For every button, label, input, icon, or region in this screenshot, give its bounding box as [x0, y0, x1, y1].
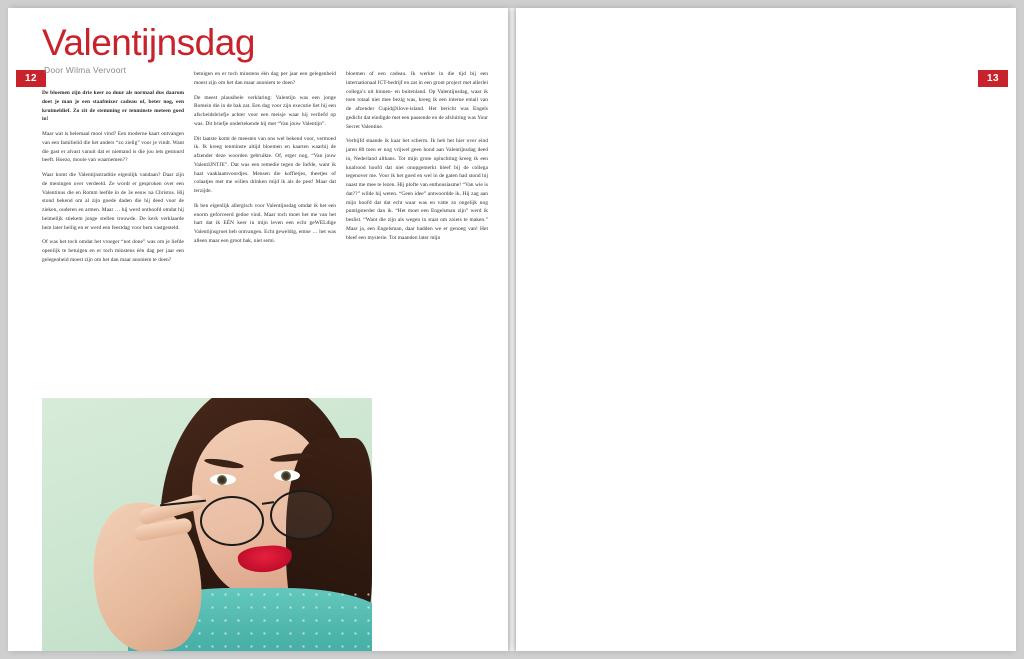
iris — [281, 471, 291, 481]
paragraph: Of was het toch omdat het vroeger “not done” was om je liefde openlijk te betuigen en er toch minstens één dag per jaar een gelegenheid moest zijn om het dan maar anoniem te doen? — [42, 239, 184, 263]
page-title: Valentijnsdag — [42, 22, 255, 63]
paragraph: Ik ben eigenlijk allergisch voor Valentijnsdag omdat ik het een enorm geforceerd gedoe vind. Maar toch moet het me van het hart dat ik EÉN keer in mijn leven een echt geWELdige Valentijnsgroet heb ontvangen. Echt geweldig, emne … het was alleen maar een groot bak, niet semi. — [194, 202, 336, 244]
paragraph: Verbijfd staande ik kaar het scherm. Ik heb het hier over eind jaren 80 toen er nog vrijwel geen hond aan Valentijnsdag deed in, Nederland althans. Tot mijn grote opluchting kreeg ik een knalrood hoofd dat niet onopgemerkt bleef bij de collega tegenover me. Voor ik het goed en wel in de gaten had stond hij naast me mee te lezen. Hij plofte van enthousiasme! “Van wie is dat??” wilde hij weten. “Geen idee” antwoordde ik. Hij zag aan mijn hoofd dat dat echt waar was en vatte zo ongelijk nog puntigsterder dan ik. “Het moet een Engelsman zijn” werd ik beslist. “Want die zijn als wegen in staat om zoiets te maken.” Maar ja, een Engelsman, daar hadden we er genoeg van! Het bleef een mysterie. Tot maanden later mijn — [346, 138, 488, 241]
body-column-1 — [42, 89, 184, 271]
page-number-badge-left: 12 — [16, 70, 46, 87]
paragraph: Dit laatste komt de meesten van ons wel bekend voor, vermoed ik. Ik kreeg tenminste altijd bloemen en kaarten waarbij de afzender deze woorden gebruikte. Of, erger nog, “Van jouw ValentIJNTJE”. Dat was een remedie tegen de liefde, want ik haat vaaklaamvoordjes. Mensen die koffietjes, theetjes of colaatjes met me willen drinken mijd ik als de pest! Maar dat terzijde. — [194, 135, 336, 194]
eye-left — [210, 474, 236, 485]
iris — [217, 475, 227, 485]
paragraph: De meest plausibele verklaring: Valentijn was een jonge Romein die in de bak zat. Een dag voor zijn executie liet hij een afscheidsbriefje achter voor een meisje waar hij verliefd op was. Dit briefje ondertekende hij met “Van jouw Valentijn”. — [194, 94, 336, 127]
paragraph: Waar komt die Valentijnstraditie eigenlijk vandaan? Daar zijn de meningen over verdeeld. Ze wordt er gesproken over een Valentinus die en Romm leefde in de 3e eeuw na Christus. Hij stond bekend om al zijn goede daden die hij deed voor de zieken, ouderen en armen. Maar … hij werd onthoofd omdat hij heimelijk stiekem jonge stellen trouwde. De kerk verklaarde hem later heilig en er werd een feestdag voor hem vastgesteld. — [42, 172, 184, 231]
eyeglass-lens-right — [270, 490, 334, 540]
eyeglass-lens-left — [200, 496, 264, 546]
left-page — [8, 8, 508, 651]
lead-paragraph: De bloemen zijn drie keer zo duur als normaal dus daarom doet je man je een staafmixer cadeau of, beter nog, een kruimeldief. Zo zit de stemming er tenminste meteen goed in! — [42, 90, 184, 123]
article-byline: Door Wilma Vervoort — [44, 65, 127, 75]
paragraph: betuigen en er toch minstens één dag per jaar een gelegenheid moest zijn om het dan maar anoniem te doen? — [194, 71, 336, 86]
right-page — [516, 8, 1016, 651]
body-column-2 — [194, 70, 336, 252]
paragraph: Maar wat is belemaal mooi vind? Een moderne kaart ontvangen van een familielid die het anders “zo zielig” voor je vindt. Want die gast er alvast vanuit dat er niemand is die jou iets gestuurd heeft. Hoezo, mooie van waarnemen?? — [42, 131, 184, 164]
skeptical-woman-glasses-photo — [42, 398, 372, 651]
body-column-3 — [346, 70, 488, 248]
paragraph: bloemen of een cadeau. Ik werkte in die tijd bij een internationaal ICT-bedrijf en zat in een groot project met allerlei collega’s uit binnen- en buitenland. Op Valentijnsdag, waar ik toen totaal niet mee bezig was, kreeg ik een interne email van de afzender Cupid@ilove-island. Het bericht was Engels gedicht dat eindigde met een passende en de afsluiting was Your Secret Valentine. — [346, 71, 488, 130]
eye-right — [274, 470, 300, 481]
page-number-badge-right: 13 — [978, 70, 1008, 87]
